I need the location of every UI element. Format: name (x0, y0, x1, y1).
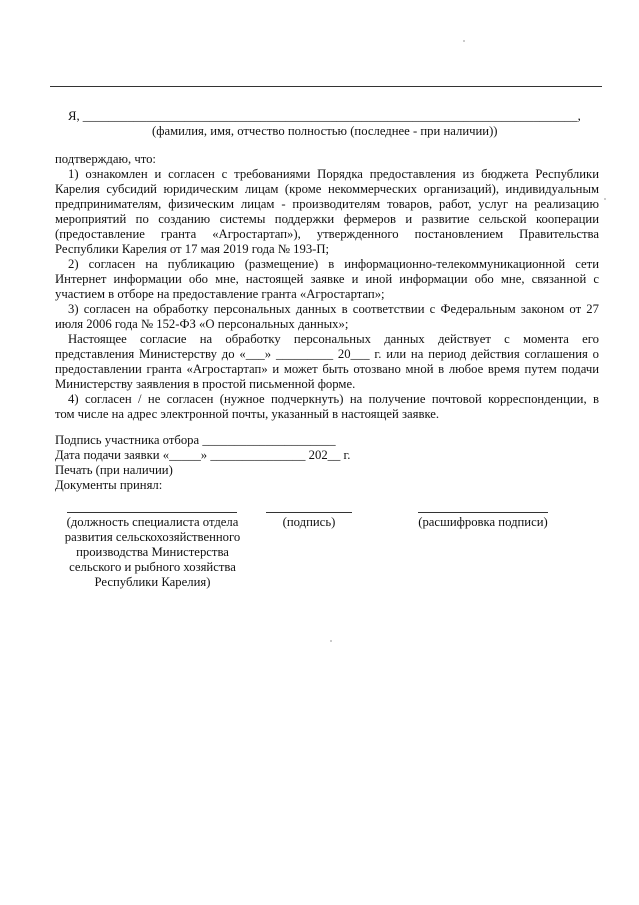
position-signature-line (67, 512, 237, 513)
p3-line: 3) согласен на обработку персональных данных в соответствии с Федеральным законом от 27 (68, 302, 599, 316)
position-caption-line: сельского и рыбного хозяйства (69, 560, 236, 574)
p5-line: том числе на адрес электронной почты, указанный в настоящей заявке. (55, 407, 440, 421)
p2-line: участием в отборе на предоставление гранта «Агростартап»; (55, 287, 385, 301)
p1-line: 1) ознакомлен и согласен с требованиями Порядка предоставления из бюджета Республики (68, 167, 599, 181)
p1-line: предпринимателям, физическим лицам - производителям товаров, работ, услуг на реализацию (55, 197, 599, 211)
p1-line: Карелия субсидий юридическим лицам (кроме некоммерческих организаций), индивидуальным (55, 182, 599, 196)
p1-line: Республики Карелия от 17 мая 2019 года № 193-П; (55, 242, 330, 256)
p4-line: Настоящее согласие на обработку персональных данных действует с момента его (68, 332, 599, 346)
p4-line: представления Министерству до «___» _________ 20___ г. или на период действия соглашения о (55, 347, 599, 361)
signature-caption: (подпись) (282, 515, 336, 529)
scan-speck (330, 640, 332, 642)
p3-line: июля 2006 года № 152-ФЗ «О персональных данных»; (55, 317, 349, 331)
decryption-caption: (расшифровка подписи) (418, 515, 548, 529)
position-caption-line: развития сельскохозяйственного (64, 530, 241, 544)
scan-speck (604, 198, 606, 200)
p2-line: 2) согласен на публикацию (размещение) в информационно-телекоммуникационной сети (68, 257, 599, 271)
application-date: Дата подачи заявки «_____» _______________ 202__ г. (55, 448, 351, 462)
position-caption-line: производства Министерства (76, 545, 229, 559)
p1-line: (предоставление гранта «Агростартап»), утвержденного постановлением Правительства (55, 227, 599, 241)
position-caption-line: Республики Карелия) (94, 575, 211, 589)
p4-line: Министерству заявления в простой письменной форме. (55, 377, 356, 391)
decryption-signature-line (418, 512, 548, 513)
name-caption: (фамилия, имя, отчество полностью (последнее - при наличии)) (152, 124, 498, 138)
top-rule (50, 86, 602, 87)
scan-speck (463, 40, 465, 42)
p4-line: предоставлении гранта «Агростартап» и может быть отозвано мной в любое время путем подачи (55, 362, 599, 376)
stamp-label: Печать (при наличии) (55, 463, 173, 477)
p1-line: мероприятий по созданию системы поддержки фермеров и развитие сельской кооперации (55, 212, 599, 226)
documents-accepted-label: Документы принял: (55, 478, 163, 492)
signature-line (266, 512, 352, 513)
position-caption-line: (должность специалиста отдела (66, 515, 239, 529)
participant-signature: Подпись участника отбора _____________________ (55, 433, 336, 447)
applicant-name-line: Я, ______________________________________________________________________________, (68, 109, 581, 123)
p2-line: Интернет информации обо мне, настоящей заявке и иной информации обо мне, связанной с (55, 272, 599, 286)
intro-text: подтверждаю, что: (55, 152, 156, 166)
p5-line: 4) согласен / не согласен (нужное подчеркнуть) на получение почтовой корреспонденции, в (68, 392, 599, 406)
